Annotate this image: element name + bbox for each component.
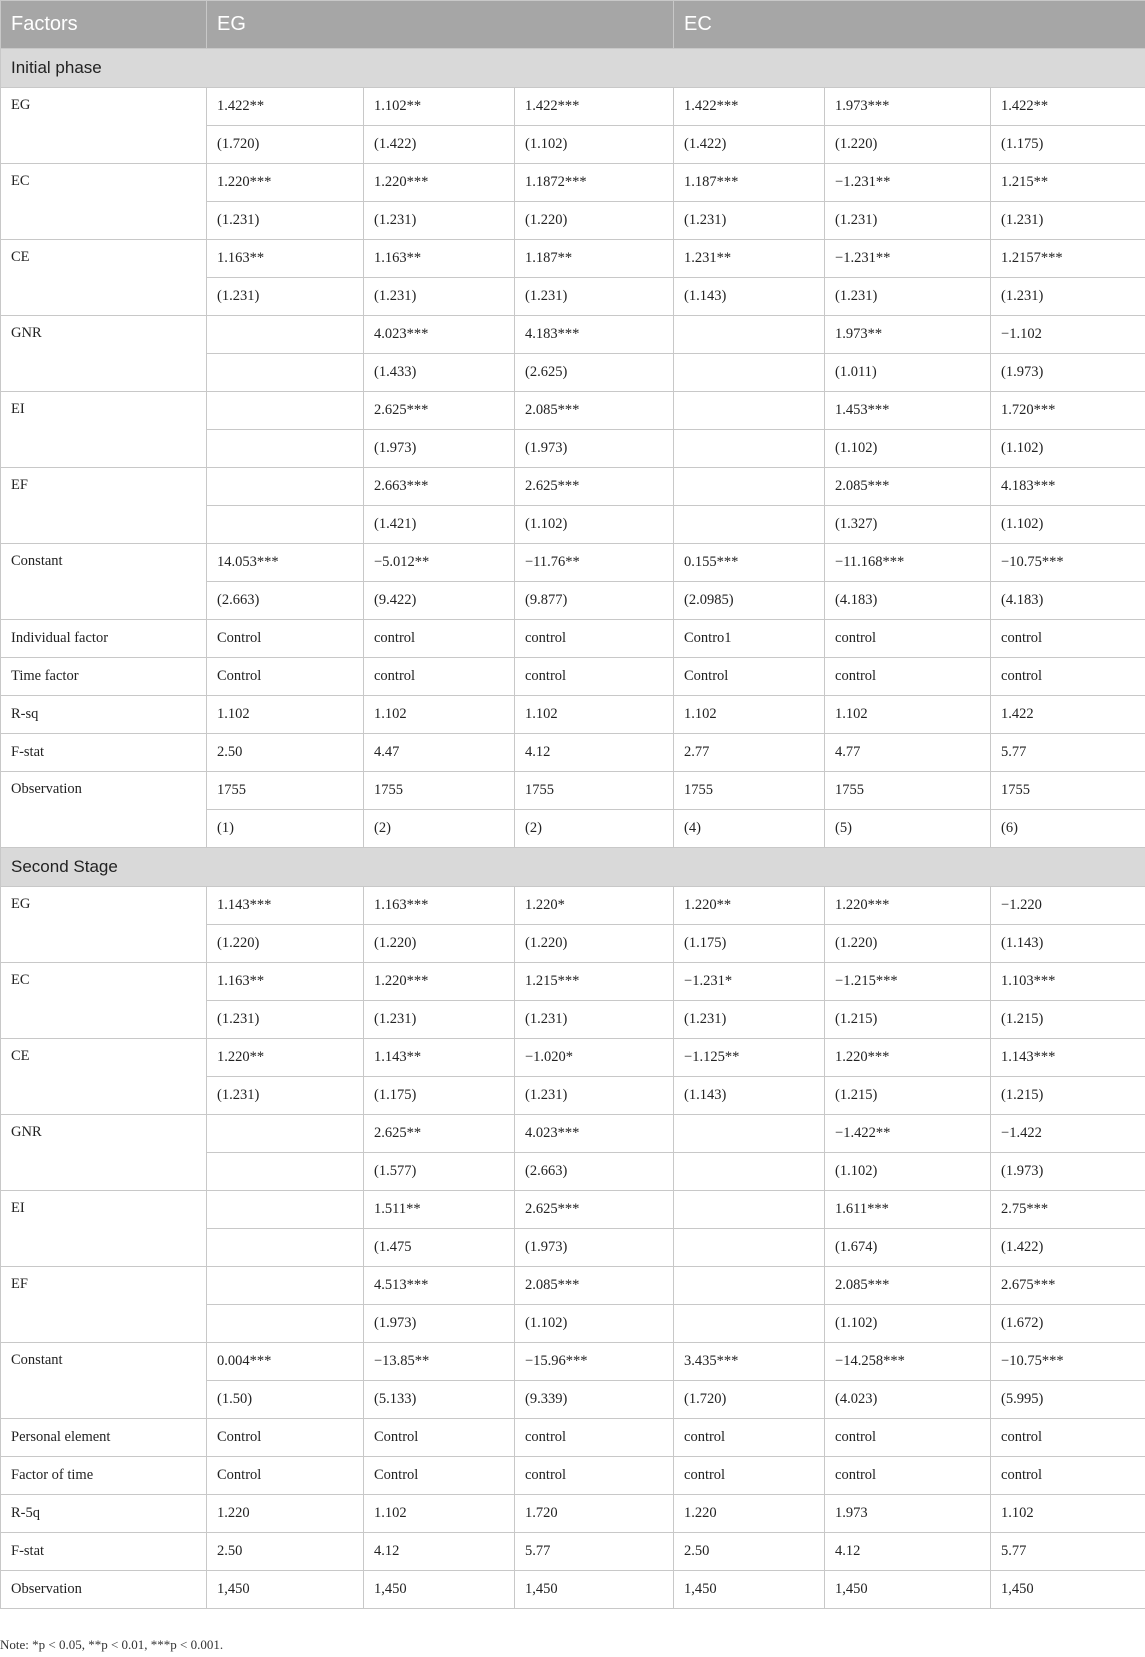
- standard-error-cell: (1.231): [991, 202, 1145, 240]
- coefficient-cell: 1.215**: [991, 164, 1145, 202]
- row-label: F-stat: [1, 1533, 207, 1571]
- standard-error-cell: (5.133): [364, 1381, 515, 1419]
- standard-error-cell: (1.421): [364, 506, 515, 544]
- summary-cell: 2.50: [207, 1533, 364, 1571]
- summary-cell: control: [825, 620, 991, 658]
- coefficient-cell: 1.422**: [207, 88, 364, 126]
- summary-cell: 1.220: [674, 1495, 825, 1533]
- model-number-cell: (6): [991, 810, 1145, 848]
- coefficient-row: [1, 1039, 1145, 1077]
- standard-error-cell: (1.175): [364, 1077, 515, 1115]
- coefficient-cell: [674, 316, 825, 354]
- model-number-cell: (4): [674, 810, 825, 848]
- coefficient-cell: −1.422: [991, 1115, 1145, 1153]
- coefficient-cell: −5.012**: [364, 544, 515, 582]
- summary-cell: 5.77: [991, 734, 1145, 772]
- standard-error-cell: (1.577): [364, 1153, 515, 1191]
- summary-cell: 2.77: [674, 734, 825, 772]
- section-header-row: [1, 49, 1145, 88]
- summary-cell: Control: [364, 1419, 515, 1457]
- coefficient-cell: [207, 468, 364, 506]
- standard-error-cell: (2.625): [515, 354, 674, 392]
- coefficient-cell: 2.625***: [364, 392, 515, 430]
- table-note: Note: *p < 0.05, **p < 0.01, ***p < 0.001.: [0, 1637, 224, 1652]
- coefficient-cell: 1.220***: [364, 963, 515, 1001]
- standard-error-cell: (1.102): [825, 430, 991, 468]
- standard-error-cell: [674, 1153, 825, 1191]
- summary-cell: 5.77: [991, 1533, 1145, 1571]
- coefficient-row: [1, 164, 1145, 202]
- coefficient-row: [1, 1267, 1145, 1305]
- summary-cell: 4.12: [364, 1533, 515, 1571]
- coefficient-cell: −1.020*: [515, 1039, 674, 1077]
- summary-cell: 1.102: [364, 696, 515, 734]
- coefficient-cell: −15.96***: [515, 1343, 674, 1381]
- standard-error-cell: [674, 1305, 825, 1343]
- standard-error-cell: (1.422): [364, 126, 515, 164]
- coefficient-cell: 2.625***: [515, 1191, 674, 1229]
- standard-error-cell: (1.215): [825, 1001, 991, 1039]
- summary-cell: Control: [364, 1457, 515, 1495]
- standard-error-cell: (1.231): [674, 1001, 825, 1039]
- summary-cell: 1,450: [991, 1571, 1145, 1609]
- standard-error-cell: (1.102): [825, 1305, 991, 1343]
- summary-cell: Control: [207, 1457, 364, 1495]
- summary-row: [1, 1533, 1145, 1571]
- standard-error-cell: (1.102): [515, 506, 674, 544]
- row-label: GNR: [1, 1115, 207, 1191]
- summary-cell: control: [825, 1457, 991, 1495]
- observation-cell: 1755: [207, 772, 364, 810]
- standard-error-cell: (1.231): [674, 202, 825, 240]
- coefficient-cell: −14.258***: [825, 1343, 991, 1381]
- row-label: GNR: [1, 316, 207, 392]
- standard-error-cell: (1.973): [991, 354, 1145, 392]
- standard-error-cell: [674, 506, 825, 544]
- coefficient-cell: 14.053***: [207, 544, 364, 582]
- standard-error-cell: (1.973): [515, 1229, 674, 1267]
- standard-error-cell: (1.220): [825, 126, 991, 164]
- coefficient-cell: 1.220***: [207, 164, 364, 202]
- row-label: R-5q: [1, 1495, 207, 1533]
- coefficient-cell: 2.085***: [825, 1267, 991, 1305]
- summary-cell: 1,450: [674, 1571, 825, 1609]
- standard-error-cell: (1.102): [825, 1153, 991, 1191]
- coefficient-cell: 1.220***: [825, 887, 991, 925]
- standard-error-cell: (1.175): [674, 925, 825, 963]
- coefficient-cell: −1.102: [991, 316, 1145, 354]
- coefficient-cell: −1.231**: [825, 240, 991, 278]
- coefficient-row: [1, 316, 1145, 354]
- summary-cell: 1.720: [515, 1495, 674, 1533]
- standard-error-cell: (1.102): [991, 430, 1145, 468]
- summary-cell: 1.973: [825, 1495, 991, 1533]
- coefficient-cell: [207, 1267, 364, 1305]
- coefficient-cell: 1.143**: [364, 1039, 515, 1077]
- summary-cell: control: [991, 1419, 1145, 1457]
- standard-error-cell: (1.231): [207, 202, 364, 240]
- header-ec: EC: [674, 1, 1145, 49]
- coefficient-cell: 1.103***: [991, 963, 1145, 1001]
- coefficient-row: [1, 468, 1145, 506]
- coefficient-cell: −1.422**: [825, 1115, 991, 1153]
- standard-error-cell: (4.183): [825, 582, 991, 620]
- summary-cell: 5.77: [515, 1533, 674, 1571]
- coefficient-row: [1, 88, 1145, 126]
- standard-error-cell: (1.422): [674, 126, 825, 164]
- summary-cell: Contro1: [674, 620, 825, 658]
- standard-error-cell: (1.50): [207, 1381, 364, 1419]
- coefficient-cell: 1.143***: [207, 887, 364, 925]
- coefficient-cell: 1.187***: [674, 164, 825, 202]
- standard-error-cell: [207, 1153, 364, 1191]
- standard-error-cell: (1.327): [825, 506, 991, 544]
- coefficient-row: [1, 392, 1145, 430]
- coefficient-cell: 1.422***: [515, 88, 674, 126]
- standard-error-cell: (1.175): [991, 126, 1145, 164]
- observation-cell: 1755: [825, 772, 991, 810]
- standard-error-cell: (1.433): [364, 354, 515, 392]
- row-label: Constant: [1, 1343, 207, 1419]
- coefficient-cell: 4.183***: [515, 316, 674, 354]
- standard-error-cell: (1.231): [515, 278, 674, 316]
- coefficient-cell: −10.75***: [991, 1343, 1145, 1381]
- standard-error-cell: (1.231): [207, 278, 364, 316]
- coefficient-cell: 4.023***: [515, 1115, 674, 1153]
- observation-cell: 1755: [364, 772, 515, 810]
- table-body: [1, 49, 1145, 1609]
- standard-error-cell: (1.422): [991, 1229, 1145, 1267]
- coefficient-cell: 3.435***: [674, 1343, 825, 1381]
- summary-cell: control: [991, 1457, 1145, 1495]
- summary-cell: 4.77: [825, 734, 991, 772]
- row-label: EI: [1, 1191, 207, 1267]
- summary-cell: 1.102: [825, 696, 991, 734]
- coefficient-cell: 0.004***: [207, 1343, 364, 1381]
- row-label: EI: [1, 392, 207, 468]
- coefficient-cell: [674, 392, 825, 430]
- observation-row: [1, 772, 1145, 810]
- header-eg: EG: [207, 1, 674, 49]
- coefficient-cell: 4.513***: [364, 1267, 515, 1305]
- standard-error-cell: (1.973): [364, 430, 515, 468]
- coefficient-row: [1, 1191, 1145, 1229]
- standard-error-cell: (9.877): [515, 582, 674, 620]
- standard-error-cell: (1.231): [207, 1077, 364, 1115]
- coefficient-cell: [207, 1115, 364, 1153]
- row-label: CE: [1, 1039, 207, 1115]
- summary-cell: 4.47: [364, 734, 515, 772]
- row-label: EF: [1, 468, 207, 544]
- coefficient-cell: 1.720***: [991, 392, 1145, 430]
- summary-cell: 1.102: [515, 696, 674, 734]
- standard-error-cell: (1.143): [674, 1077, 825, 1115]
- summary-cell: control: [515, 1457, 674, 1495]
- coefficient-cell: 1.143***: [991, 1039, 1145, 1077]
- coefficient-cell: [207, 316, 364, 354]
- coefficient-cell: [207, 392, 364, 430]
- summary-cell: 1.102: [207, 696, 364, 734]
- model-number-cell: (2): [515, 810, 674, 848]
- row-label: Observation: [1, 772, 207, 848]
- standard-error-cell: (1.231): [991, 278, 1145, 316]
- standard-error-cell: (1.215): [991, 1001, 1145, 1039]
- standard-error-cell: [207, 506, 364, 544]
- coefficient-row: [1, 544, 1145, 582]
- summary-cell: 4.12: [515, 734, 674, 772]
- coefficient-cell: 2.675***: [991, 1267, 1145, 1305]
- coefficient-cell: 1.220***: [825, 1039, 991, 1077]
- coefficient-cell: 2.625***: [515, 468, 674, 506]
- summary-cell: 2.50: [674, 1533, 825, 1571]
- summary-cell: control: [515, 658, 674, 696]
- coefficient-cell: 2.75***: [991, 1191, 1145, 1229]
- standard-error-cell: (1.011): [825, 354, 991, 392]
- coefficient-row: [1, 1115, 1145, 1153]
- row-label: Factor of time: [1, 1457, 207, 1495]
- summary-cell: Control: [207, 1419, 364, 1457]
- standard-error-cell: (1.720): [207, 126, 364, 164]
- summary-row: [1, 1457, 1145, 1495]
- standard-error-cell: (9.422): [364, 582, 515, 620]
- standard-error-cell: [674, 430, 825, 468]
- standard-error-cell: (9.339): [515, 1381, 674, 1419]
- observation-cell: 1755: [674, 772, 825, 810]
- summary-cell: control: [515, 620, 674, 658]
- coefficient-cell: 2.085***: [515, 1267, 674, 1305]
- coefficient-cell: [674, 1267, 825, 1305]
- summary-cell: 1.102: [991, 1495, 1145, 1533]
- coefficient-cell: 1.453***: [825, 392, 991, 430]
- summary-row: [1, 734, 1145, 772]
- summary-cell: 1.102: [674, 696, 825, 734]
- summary-cell: control: [991, 658, 1145, 696]
- coefficient-cell: 1.973***: [825, 88, 991, 126]
- coefficient-cell: −13.85**: [364, 1343, 515, 1381]
- section-title: Initial phase: [1, 49, 1145, 88]
- summary-cell: 1,450: [207, 1571, 364, 1609]
- coefficient-cell: −1.220: [991, 887, 1145, 925]
- coefficient-row: [1, 240, 1145, 278]
- coefficient-cell: −11.76**: [515, 544, 674, 582]
- coefficient-cell: 4.183***: [991, 468, 1145, 506]
- coefficient-cell: 1.187**: [515, 240, 674, 278]
- summary-cell: 1,450: [515, 1571, 674, 1609]
- summary-cell: control: [991, 620, 1145, 658]
- standard-error-cell: (1.973): [364, 1305, 515, 1343]
- summary-cell: Control: [207, 620, 364, 658]
- standard-error-cell: (1.720): [674, 1381, 825, 1419]
- summary-cell: control: [674, 1457, 825, 1495]
- standard-error-cell: (1.231): [364, 1001, 515, 1039]
- coefficient-cell: 1.220*: [515, 887, 674, 925]
- summary-cell: 1.422: [991, 696, 1145, 734]
- coefficient-cell: [674, 1115, 825, 1153]
- summary-cell: 1.220: [207, 1495, 364, 1533]
- standard-error-cell: (2.663): [207, 582, 364, 620]
- row-label: Constant: [1, 544, 207, 620]
- standard-error-cell: (1.231): [515, 1001, 674, 1039]
- row-label: EF: [1, 1267, 207, 1343]
- summary-cell: Control: [674, 658, 825, 696]
- summary-row: [1, 1419, 1145, 1457]
- header-factors: Factors: [1, 1, 207, 49]
- standard-error-cell: (1.674): [825, 1229, 991, 1267]
- standard-error-cell: (1.220): [515, 202, 674, 240]
- coefficient-cell: 1.163**: [207, 963, 364, 1001]
- standard-error-cell: (1.102): [515, 126, 674, 164]
- row-label: Personal element: [1, 1419, 207, 1457]
- row-label: CE: [1, 240, 207, 316]
- coefficient-cell: −1.125**: [674, 1039, 825, 1077]
- summary-cell: Control: [207, 658, 364, 696]
- standard-error-cell: (2.663): [515, 1153, 674, 1191]
- coefficient-cell: [674, 1191, 825, 1229]
- coefficient-cell: 1.102**: [364, 88, 515, 126]
- standard-error-cell: (1.231): [825, 278, 991, 316]
- row-label: EG: [1, 887, 207, 963]
- row-label: F-stat: [1, 734, 207, 772]
- coefficient-cell: 2.085***: [515, 392, 674, 430]
- observation-cell: 1755: [991, 772, 1145, 810]
- section-header-row: [1, 848, 1145, 887]
- summary-cell: control: [674, 1419, 825, 1457]
- coefficient-cell: 1.220***: [364, 164, 515, 202]
- coefficient-cell: 0.155***: [674, 544, 825, 582]
- row-label: Individual factor: [1, 620, 207, 658]
- summary-cell: control: [515, 1419, 674, 1457]
- coefficient-cell: 1.163**: [364, 240, 515, 278]
- summary-cell: control: [364, 620, 515, 658]
- model-number-cell: (2): [364, 810, 515, 848]
- summary-row: [1, 658, 1145, 696]
- standard-error-cell: (1.672): [991, 1305, 1145, 1343]
- coefficient-cell: 2.085***: [825, 468, 991, 506]
- standard-error-cell: (1.231): [825, 202, 991, 240]
- standard-error-cell: (1.973): [515, 430, 674, 468]
- coefficient-cell: 1.220**: [674, 887, 825, 925]
- summary-row: [1, 1495, 1145, 1533]
- coefficient-cell: −1.215***: [825, 963, 991, 1001]
- summary-cell: control: [825, 1419, 991, 1457]
- summary-cell: 2.50: [207, 734, 364, 772]
- model-number-cell: (5): [825, 810, 991, 848]
- coefficient-cell: −1.231**: [825, 164, 991, 202]
- coefficient-cell: 1.422**: [991, 88, 1145, 126]
- standard-error-cell: (1.220): [515, 925, 674, 963]
- standard-error-cell: (4.183): [991, 582, 1145, 620]
- summary-cell: 1.102: [364, 1495, 515, 1533]
- standard-error-cell: (1.220): [207, 925, 364, 963]
- standard-error-cell: [674, 1229, 825, 1267]
- coefficient-cell: 1.973**: [825, 316, 991, 354]
- coefficient-cell: 1.215***: [515, 963, 674, 1001]
- summary-cell: 4.12: [825, 1533, 991, 1571]
- coefficient-row: [1, 963, 1145, 1001]
- standard-error-cell: (1.220): [825, 925, 991, 963]
- standard-error-cell: (1.143): [991, 925, 1145, 963]
- standard-error-cell: (5.995): [991, 1381, 1145, 1419]
- standard-error-cell: (1.215): [825, 1077, 991, 1115]
- standard-error-cell: (1.231): [364, 278, 515, 316]
- standard-error-cell: (1.102): [991, 506, 1145, 544]
- row-label: Observation: [1, 1571, 207, 1609]
- model-number-cell: (1): [207, 810, 364, 848]
- coefficient-cell: 4.023***: [364, 316, 515, 354]
- standard-error-cell: (1.973): [991, 1153, 1145, 1191]
- standard-error-cell: (1.143): [674, 278, 825, 316]
- section-title: Second Stage: [1, 848, 1145, 887]
- observation-cell: 1755: [515, 772, 674, 810]
- summary-cell: control: [364, 658, 515, 696]
- standard-error-cell: (1.231): [207, 1001, 364, 1039]
- summary-cell: 1,450: [825, 1571, 991, 1609]
- standard-error-cell: (2.0985): [674, 582, 825, 620]
- summary-cell: control: [825, 658, 991, 696]
- standard-error-cell: (1.231): [364, 202, 515, 240]
- standard-error-cell: [207, 430, 364, 468]
- coefficient-cell: −1.231*: [674, 963, 825, 1001]
- coefficient-cell: −11.168***: [825, 544, 991, 582]
- coefficient-cell: 1.231**: [674, 240, 825, 278]
- coefficient-cell: 1.422***: [674, 88, 825, 126]
- coefficient-cell: 1.511**: [364, 1191, 515, 1229]
- summary-row: [1, 696, 1145, 734]
- coefficient-cell: 2.663***: [364, 468, 515, 506]
- coefficient-cell: 1.2157***: [991, 240, 1145, 278]
- summary-cell: 1,450: [364, 1571, 515, 1609]
- coefficient-cell: [207, 1191, 364, 1229]
- coefficient-row: [1, 887, 1145, 925]
- coefficient-cell: 2.625**: [364, 1115, 515, 1153]
- summary-row: [1, 1571, 1145, 1609]
- coefficient-row: [1, 1343, 1145, 1381]
- standard-error-cell: (1.102): [515, 1305, 674, 1343]
- standard-error-cell: [207, 1305, 364, 1343]
- coefficient-cell: 1.220**: [207, 1039, 364, 1077]
- standard-error-cell: (1.231): [515, 1077, 674, 1115]
- summary-row: [1, 620, 1145, 658]
- standard-error-cell: (1.215): [991, 1077, 1145, 1115]
- row-label: EG: [1, 88, 207, 164]
- standard-error-cell: (1.220): [364, 925, 515, 963]
- coefficient-cell: [674, 468, 825, 506]
- coefficient-cell: 1.163***: [364, 887, 515, 925]
- coefficient-cell: 1.163**: [207, 240, 364, 278]
- row-label: R-sq: [1, 696, 207, 734]
- table-header-row: [1, 1, 1145, 49]
- standard-error-cell: [674, 354, 825, 392]
- standard-error-cell: [207, 1229, 364, 1267]
- standard-error-cell: (1.475: [364, 1229, 515, 1267]
- coefficient-cell: 1.611***: [825, 1191, 991, 1229]
- row-label: EC: [1, 963, 207, 1039]
- coefficient-cell: 1.1872***: [515, 164, 674, 202]
- standard-error-cell: [207, 354, 364, 392]
- standard-error-cell: (4.023): [825, 1381, 991, 1419]
- row-label: Time factor: [1, 658, 207, 696]
- row-label: EC: [1, 164, 207, 240]
- coefficient-cell: −10.75***: [991, 544, 1145, 582]
